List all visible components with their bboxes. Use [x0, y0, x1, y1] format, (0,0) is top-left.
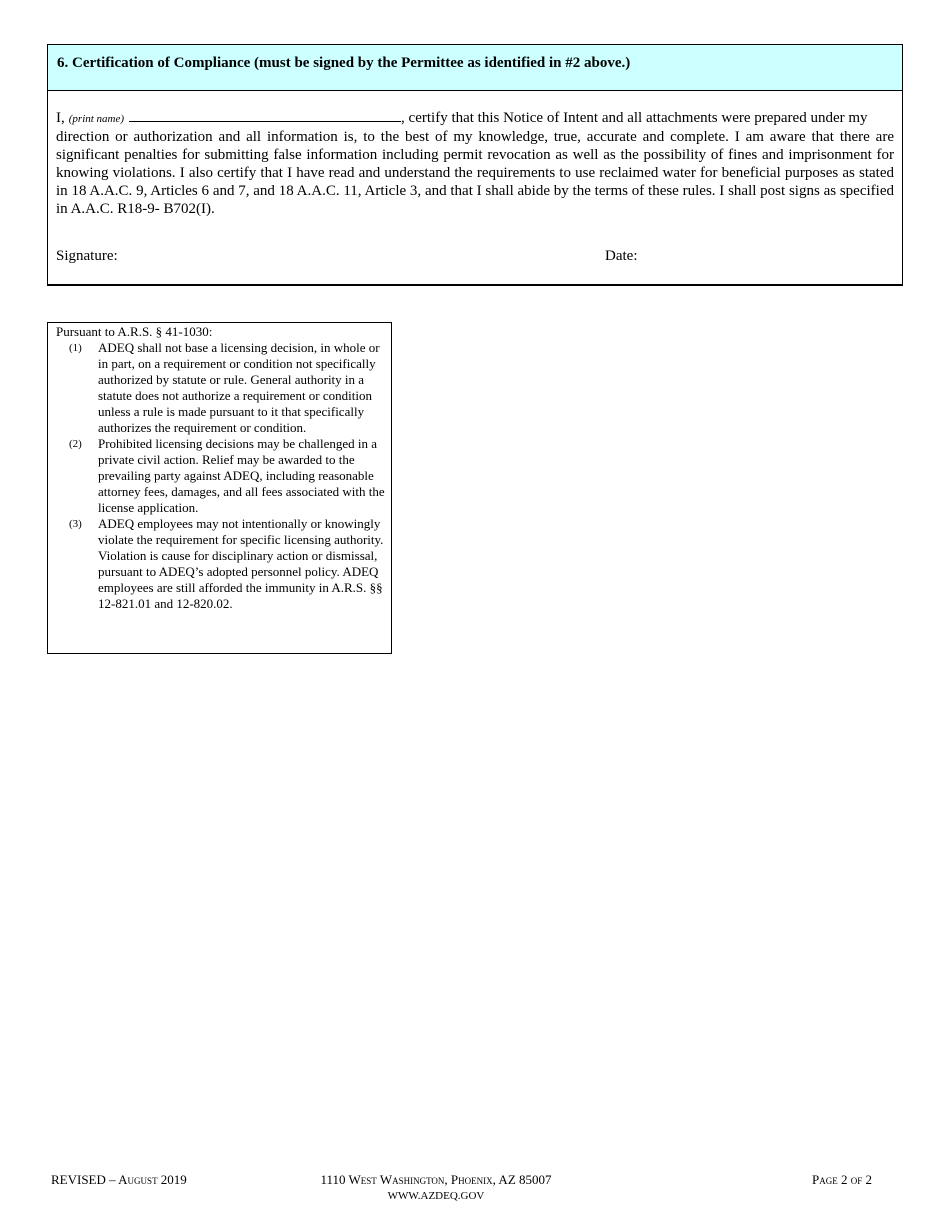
ars-notice-box — [47, 322, 392, 654]
statement-first-line: , certify that this Notice of Intent and all attachments were prepared under my — [401, 110, 868, 126]
ars-list — [56, 340, 385, 612]
footer-revised: REVISED – August 2019 — [51, 1172, 187, 1187]
print-name-field[interactable] — [129, 107, 401, 122]
item-text: ADEQ shall not base a licensing decision, in whole or in part, on a requirement or condition not specifically authorized by statute or rule. General authority in a statute does not authorize a requirement or condition unless a rule is made pursuant to it that specifically authorizes the requirement or condition. — [98, 340, 380, 435]
certification-section — [47, 44, 903, 286]
footer-page-number: Page 2 of 2 — [812, 1172, 872, 1187]
statement-lead: I, — [56, 110, 65, 126]
list-item — [56, 516, 385, 612]
item-number: (2) — [69, 438, 82, 450]
footer-address-block — [0, 1172, 872, 1202]
statement-body: direction or authorization and all information is, to the best of my knowledge, true, accurate and complete. I am aware that there are significant penalties for submitting false information including permit revocation as well as the possibility of fines and imprisonment for knowing violations. I also certify that I have read and understand the requirements to use reclaimed water for beneficial purposes as stated in 18 A.A.C. 9, Articles 6 and 7, and 18 A.A.C. 11, Article 3, and that I shall abide by the terms of these rules. I shall post signs as specified in A.A.C. R18-9- B702(I). — [56, 129, 894, 217]
signature-row — [56, 248, 896, 265]
item-number: (1) — [69, 342, 82, 354]
list-item — [56, 436, 385, 516]
section-title: 6. Certification of Compliance (must be signed by the Permittee as identified in #2 above.) — [48, 45, 902, 91]
footer-address: 1110 West Washington, Phoenix, AZ 85007 — [320, 1172, 552, 1187]
certification-statement — [48, 91, 902, 218]
signature-label: Signature: — [56, 248, 118, 264]
item-text: Prohibited licensing decisions may be challenged in a private civil action. Relief may be awarded to the prevailing party against ADEQ, including reasonable attorney fees, damages, and all fees associated with the license application. — [98, 436, 385, 515]
list-item — [56, 340, 385, 436]
footer-url: WWW.AZDEQ.GOV — [387, 1190, 485, 1202]
date-label: Date: — [605, 248, 638, 264]
ars-heading: Pursuant to A.R.S. § 41-1030: — [56, 324, 213, 339]
item-number: (3) — [69, 518, 82, 530]
print-name-label: (print name) — [68, 113, 125, 125]
item-text: ADEQ employees may not intentionally or knowingly violate the requirement for specific licensing authority. Violation is cause for disciplinary action or dismissal, pursuant to ADEQ’s adopted personnel policy. ADEQ employees are still afforded the immunity in A.R.S. §§ 12-821.01 and 12-820.02. — [98, 516, 384, 611]
